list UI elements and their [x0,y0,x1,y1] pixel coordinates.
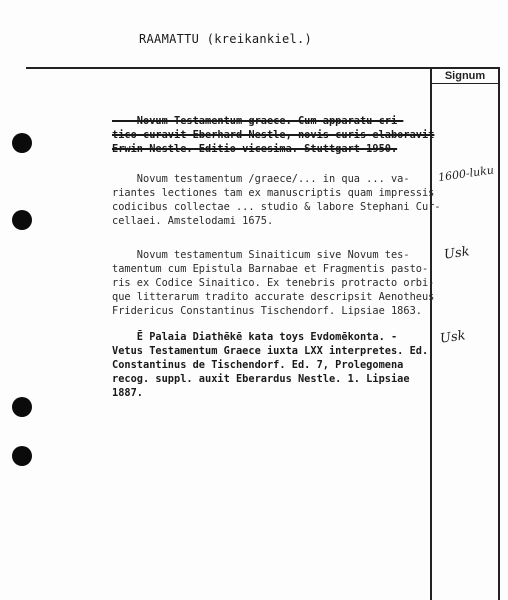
card-heading: RAAMATTU (kreikankiel.) [139,32,313,46]
entry-sinaiticum: Novum testamentum Sinaiticum sive Novum tes- tamentum cum Epistula Barnabae et Fragmentis pasto- ris ex Codice Sinaitico. Ex tenebris protracto orbi- que litterarum tradito accurate descripsit Aenotheus Fridericus Constantinus Tischendorf. Lipsiae 1863. [112,249,435,317]
punch-hole [12,210,32,230]
signum-label: Signum [432,69,498,84]
card-frame-right-line [498,67,500,600]
punch-hole [12,446,32,466]
punch-hole [12,133,32,153]
entry-palaia-diatheke: Ē Palaia Diathēkē kata toys Evdomēkonta. - Vetus Testamentum Graece iuxta LXX interpretes. Ed. Constantinus de Tischendorf. Ed. 7, Prolegomena recog. suppl. auxit Eberardus Nestle. 1. Lipsiae 1887. [112,331,429,399]
entry-nestle-struck: Novum Testamentum graece. Cum apparatu cri- tico curavit Eberhard Nestle, novis curis elaboravit Erwin Nestle. Editio vicesima. Stuttgart 1950. [112,115,435,155]
card-frame-top-line [26,67,500,69]
punch-hole [12,397,32,417]
signum-note-usk-2: Usk [439,328,467,347]
signum-note-usk-1: Usk [443,244,471,263]
signum-note-1600: 1600-luku [437,163,495,185]
entry-curcellaei: Novum testamentum /graece/... in qua ... va- riantes lectiones tam ex manuscriptis quam impressis codicibus collectae ... studio & labore Stephani Cur- cellaei. Amstelodami 1675. [112,173,441,227]
